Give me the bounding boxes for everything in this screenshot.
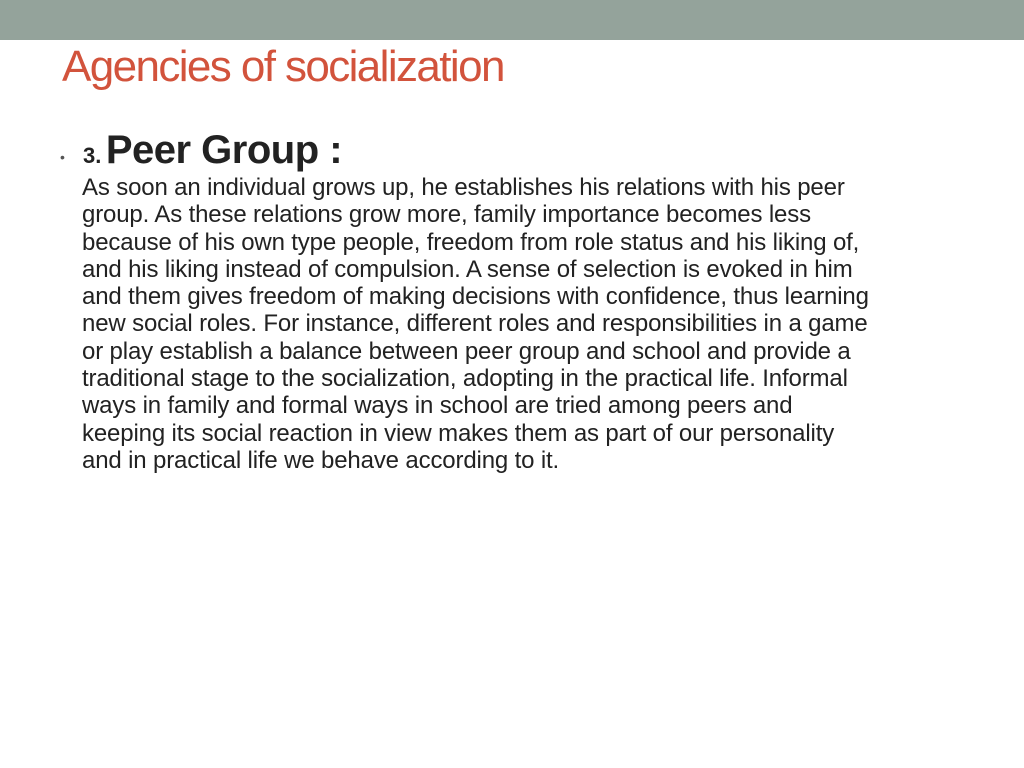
bullet-number: 3. — [83, 143, 102, 168]
slide-title: Agencies of socialization — [62, 42, 504, 91]
top-bar — [0, 0, 1024, 40]
bullet-heading: Peer Group : — [105, 128, 343, 172]
bullet-heading-line — [83, 128, 342, 173]
bullet-dot-icon: • — [60, 149, 65, 165]
bullet-paragraph: As soon an individual grows up, he establishes his relations with his peer group. As these relations grow more, family importance becomes less because of his own type people, freedom from role status and his liking of, and his liking instead of compulsion. A sense of selection is evoked in him and them gives freedom of making decisions with confidence, thus learning new social roles. For instance, different roles and responsibilities in a game or play establish a balance between peer group and school and provide a traditional stage to the socialization, adopting in the practical life. Informal ways in family and formal ways in school are tried among peers and keeping its social reaction in view makes them as part of our personality and in practical life we behave according to it. — [82, 174, 869, 474]
